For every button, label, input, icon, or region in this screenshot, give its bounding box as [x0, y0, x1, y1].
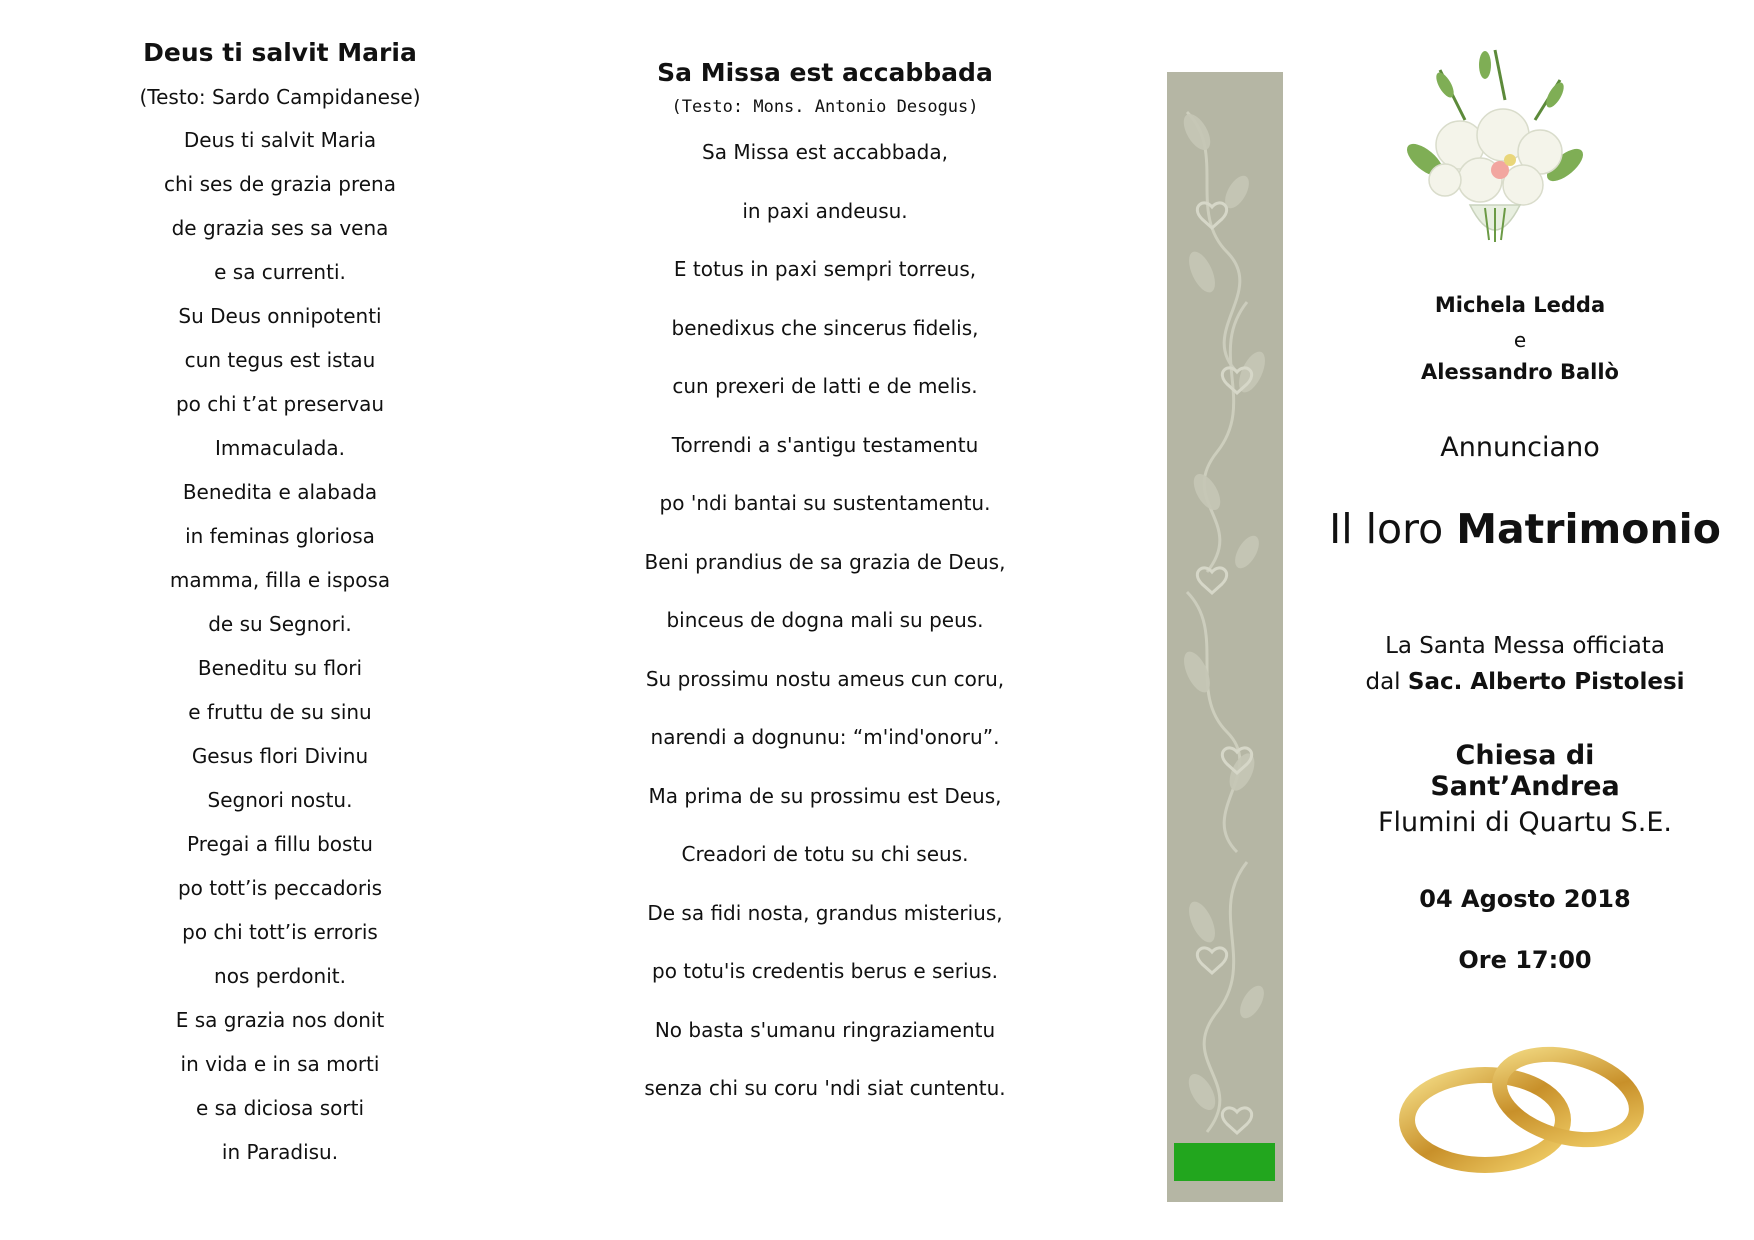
hymn-line: Gesus flori Divinu: [191, 744, 369, 768]
floral-pattern-icon: [1167, 72, 1283, 1202]
headline-prefix: Il loro: [1329, 505, 1457, 553]
hymn-line: Benedita e alabada: [182, 480, 378, 504]
hymn-line: e sa currenti.: [214, 260, 346, 284]
mass-line-2-prefix: dal: [1365, 669, 1408, 695]
closing-subtitle: (Testo: Mons. Antonio Desogus): [671, 97, 979, 117]
closing-line: narendi a dognunu: “m'ind'onoru”.: [650, 725, 1000, 749]
hymn-line: po tott’is peccadoris: [177, 876, 383, 900]
closing-line: E totus in paxi sempri torreus,: [673, 257, 977, 281]
closing-line: binceus de dogna mali su peus.: [666, 608, 984, 632]
closing-line: po totu'is credentis berus e serius.: [652, 959, 998, 983]
hymn-line: e fruttu de su sinu: [188, 700, 372, 724]
closing-line: Beni prandius de sa grazia de Deus,: [644, 549, 1006, 574]
closing-line: Ma prima de su prossimu est Deus,: [648, 783, 1002, 808]
hymn-line: Deus ti salvit Maria: [183, 128, 377, 152]
announce-text: Annunciano: [1440, 432, 1600, 463]
closing-lines: [620, 139, 1030, 1115]
groom-name: Alessandro Ballò: [1421, 360, 1619, 384]
closing-line: Creadori de totu su chi seus.: [681, 842, 969, 866]
headline-bold: Matrimonio: [1456, 505, 1721, 553]
place-name: Flumini di Quartu S.E.: [1377, 807, 1673, 838]
hymn-line: de grazia ses sa vena: [171, 216, 389, 240]
hymn-line: nos perdonit.: [214, 964, 346, 988]
bride-name: Michela Ledda: [1434, 293, 1606, 317]
hymn-column: [120, 38, 440, 1183]
hymn-title: Deus ti salvit Maria: [143, 38, 417, 67]
hymn-line: e sa diciosa sorti: [195, 1096, 365, 1120]
headline: [1320, 505, 1730, 553]
hymn-line: chi ses de grazia prena: [163, 172, 396, 196]
hymn-line: E sa grazia nos donit: [175, 1008, 385, 1032]
mass-line-1: La Santa Messa officiata: [1385, 633, 1665, 659]
church-name: Chiesa di Sant’Andrea: [1430, 740, 1620, 802]
hymn-line: mamma, filla e isposa: [169, 568, 391, 592]
and-conjunction: e: [1513, 328, 1527, 352]
wedding-date: 04 Agosto 2018: [1419, 885, 1631, 913]
hymn-line: de su Segnori.: [208, 612, 352, 636]
mass-line-2: [1350, 669, 1700, 695]
hymn-line: in Paradisu.: [221, 1140, 339, 1164]
closing-line: Torrendi a s'antigu testamentu: [671, 432, 979, 457]
closing-line: De sa fidi nosta, grandus misterius,: [647, 900, 1003, 925]
green-accent-block: [1174, 1143, 1275, 1181]
hymn-line: cun tegus est istau: [184, 348, 376, 372]
closing-line: No basta s'umanu ringraziamentu: [654, 1017, 996, 1042]
hymn-lines: [120, 127, 440, 1183]
celebrant-name: Sac. Alberto Pistolesi: [1407, 669, 1685, 695]
closing-line: cun prexeri de latti e de melis.: [672, 374, 978, 398]
closing-title: Sa Missa est accabbada: [657, 58, 993, 87]
closing-line: benedixus che sincerus fidelis,: [671, 315, 979, 340]
hymn-line: Beneditu su flori: [197, 656, 363, 680]
hymn-line: in vida e in sa morti: [180, 1052, 380, 1076]
hymn-line: in feminas gloriosa: [185, 524, 375, 548]
wedding-rings-image: [1390, 1045, 1660, 1175]
hymn-line: Segnori nostu.: [207, 788, 353, 812]
closing-line: Su prossimu nostu ameus cun coru,: [645, 666, 1005, 691]
closing-line: senza chi su coru 'ndi siat cuntentu.: [644, 1076, 1006, 1100]
closing-line: po 'ndi bantai su sustentamentu.: [659, 491, 991, 515]
flower-bouquet-image: [1385, 40, 1595, 250]
decorative-strip: [1167, 72, 1283, 1202]
closing-column: [620, 58, 1030, 1115]
hymn-line: po chi tott’is erroris: [182, 920, 378, 944]
wedding-time: Ore 17:00: [1458, 946, 1592, 974]
closing-line: in paxi andeusu.: [742, 198, 908, 223]
hymn-line: Pregai a fillu bostu: [187, 832, 373, 856]
hymn-line: po chi t’at preservau: [175, 392, 385, 416]
hymn-line: Immaculada.: [215, 436, 345, 460]
hymn-subtitle: (Testo: Sardo Campidanese): [139, 85, 421, 109]
hymn-line: Su Deus onnipotenti: [178, 304, 382, 328]
closing-line: Sa Missa est accabbada,: [702, 140, 948, 164]
